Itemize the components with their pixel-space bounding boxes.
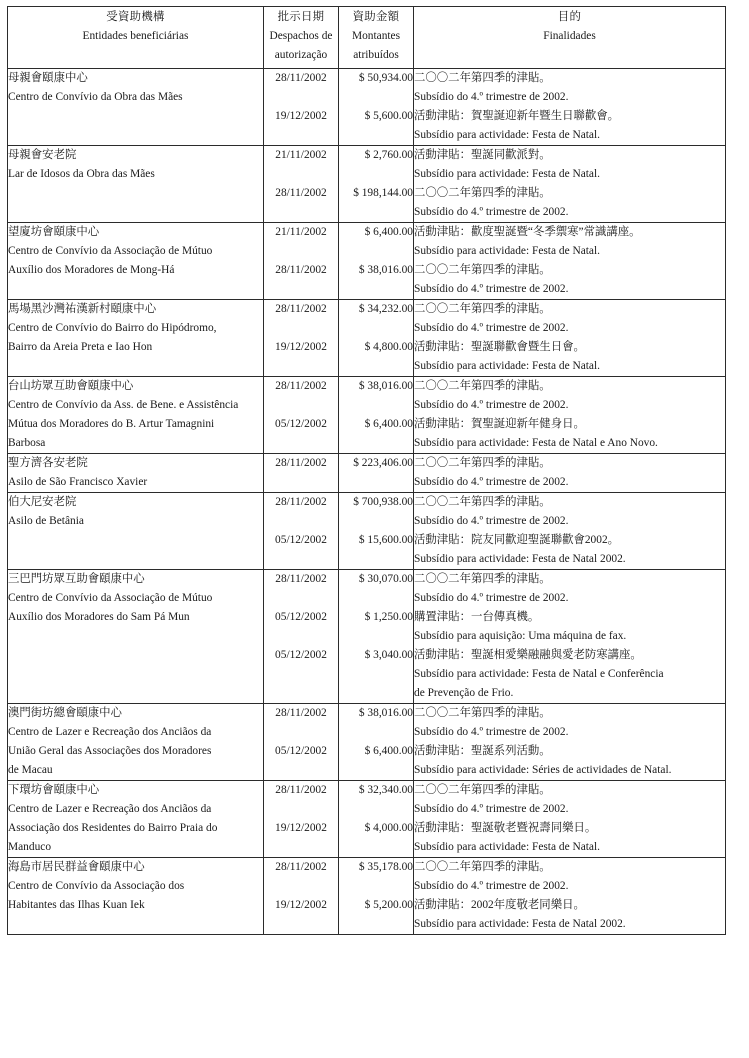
date-line: 28/11/2002 [275, 573, 327, 585]
purpose-line: 二〇〇二年第四季的津貼。 [414, 573, 551, 585]
amount-line [339, 800, 413, 819]
purpose-line: 活動津貼：聖誕敬老暨祝壽同樂日。 [414, 822, 597, 834]
purpose-line: Subsídio do 4.º trimestre de 2002. [414, 880, 569, 892]
amount-line: $ 5,600.00 [364, 110, 413, 122]
table-body [8, 69, 726, 935]
purpose-line: Subsídio do 4.º trimestre de 2002. [414, 515, 569, 527]
purpose-line: 活動津貼：賀聖誕迎新年暨生日聯歡會。 [414, 110, 620, 122]
date-line: 05/12/2002 [275, 649, 327, 661]
entity-line: Centro de Convívio da Ass. de Bene. e Assistência [8, 399, 239, 411]
purpose-cell [414, 300, 726, 377]
entity-line: 海島市居民群益會頤康中心 [8, 861, 145, 873]
date-line: 28/11/2002 [275, 380, 327, 392]
date-line [264, 800, 338, 819]
amount-line: $ 4,000.00 [364, 822, 413, 834]
purpose-line: Subsídio para actividade: Festa de Natal. [414, 841, 600, 853]
amount-line [339, 512, 413, 531]
entity-cell [8, 454, 264, 493]
entity-cell [8, 146, 264, 223]
date-cell [264, 781, 339, 858]
purpose-line: Subsídio do 4.º trimestre de 2002. [414, 283, 569, 295]
purpose-line: 活動津貼：聖誕相愛樂融融與愛老防寒講座。 [414, 649, 642, 661]
amount-cell [339, 69, 414, 146]
entity-cell [8, 300, 264, 377]
amount-line: $ 1,250.00 [364, 611, 413, 623]
grant-table [7, 6, 726, 935]
amount-cell [339, 570, 414, 704]
date-line: 19/12/2002 [275, 899, 327, 911]
amount-line: $ 38,016.00 [358, 707, 413, 719]
date-cell [264, 69, 339, 146]
entity-cell [8, 570, 264, 704]
entity-line: Centro de Convívio da Obra das Mães [8, 91, 183, 103]
entity-line: Associação dos Residentes do Bairro Praia do [8, 822, 218, 834]
entity-line: Auxílio dos Moradores do Sam Pá Mun [8, 611, 190, 623]
purpose-cell [414, 493, 726, 570]
amount-line: $ 38,016.00 [358, 380, 413, 392]
amount-line: $ 223,406.00 [353, 457, 413, 469]
entity-line: Mútua dos Moradores do B. Artur Tamagnini [8, 418, 215, 430]
purpose-line: Subsídio para actividade: Festa de Natal 2002. [414, 918, 626, 930]
date-cell [264, 858, 339, 935]
purpose-line: Subsídio do 4.º trimestre de 2002. [414, 206, 569, 218]
table-row [8, 454, 726, 493]
amount-line: $ 5,200.00 [364, 899, 413, 911]
purpose-line: Subsídio para actividade: Festa de Natal. [414, 360, 600, 372]
purpose-line: 二〇〇二年第四季的津貼。 [414, 457, 551, 469]
purpose-line: Subsídio para actividade: Festa de Natal e Ano Novo. [414, 437, 658, 449]
entity-cell [8, 69, 264, 146]
amount-line: $ 700,938.00 [353, 496, 413, 508]
entity-line: Centro de Convívio da Associação de Mútuo [8, 245, 213, 257]
purpose-line: Subsídio para actividade: Festa de Natal 2002. [414, 553, 626, 565]
date-cell [264, 493, 339, 570]
purpose-line: Subsídio para actividade: Séries de actividades de Natal. [414, 764, 672, 776]
amount-line [339, 723, 413, 742]
date-line: 19/12/2002 [275, 341, 327, 353]
purpose-line: Subsídio para actividade: Festa de Natal e Conferência [414, 668, 664, 680]
purpose-line: Subsídio do 4.º trimestre de 2002. [414, 399, 569, 411]
amount-line: $ 4,800.00 [364, 341, 413, 353]
entity-cell [8, 493, 264, 570]
purpose-line: 活動津貼：2002年度敬老同樂日。 [414, 899, 585, 911]
date-line [264, 88, 338, 107]
table-row [8, 377, 726, 454]
table-row [8, 781, 726, 858]
purpose-line: Subsídio para actividade: Festa de Natal. [414, 245, 600, 257]
entity-line: 澳門街坊總會頤康中心 [8, 707, 122, 719]
header-purpose-pt: Finalidades [543, 30, 596, 42]
header-amount-pt2: atribuídos [353, 49, 399, 61]
purpose-line: 活動津貼：歡度聖誕暨“冬季禦寒”常識講座。 [414, 226, 641, 238]
purpose-line: 二〇〇二年第四季的津貼。 [414, 861, 551, 873]
purpose-line: 二〇〇二年第四季的津貼。 [414, 784, 551, 796]
entity-line: Auxílio dos Moradores de Mong-Há [8, 264, 175, 276]
date-cell [264, 223, 339, 300]
purpose-line: 二〇〇二年第四季的津貼。 [414, 72, 551, 84]
amount-cell [339, 781, 414, 858]
date-line: 28/11/2002 [275, 861, 327, 873]
entity-line: Centro de Convívio da Associação dos [8, 880, 185, 892]
amount-line: $ 3,040.00 [364, 649, 413, 661]
amount-line: $ 6,400.00 [364, 745, 413, 757]
entity-line: Bairro da Areia Preta e Iao Hon [8, 341, 153, 353]
date-line: 19/12/2002 [275, 110, 327, 122]
purpose-line: Subsídio do 4.º trimestre de 2002. [414, 592, 569, 604]
amount-line: $ 6,400.00 [364, 418, 413, 430]
amount-cell [339, 493, 414, 570]
purpose-line: 活動津貼：賀聖誕迎新年健身日。 [414, 418, 585, 430]
amount-line [339, 396, 413, 415]
date-line: 28/11/2002 [275, 303, 327, 315]
header-entity-pt: Entidades beneficiárias [82, 30, 189, 42]
date-line: 28/11/2002 [275, 457, 327, 469]
entity-line: Centro de Convívio da Associação de Mútuo [8, 592, 213, 604]
entity-line: Asilo de São Francisco Xavier [8, 476, 148, 488]
date-line [264, 877, 338, 896]
amount-line [339, 877, 413, 896]
date-line: 28/11/2002 [275, 784, 327, 796]
table-row [8, 300, 726, 377]
amount-cell [339, 858, 414, 935]
amount-cell [339, 300, 414, 377]
purpose-cell [414, 858, 726, 935]
amount-line [339, 242, 413, 261]
entity-line: Barbosa [8, 437, 46, 449]
purpose-line: Subsídio para aquisição: Uma máquina de fax. [414, 630, 627, 642]
amount-line [339, 88, 413, 107]
purpose-line: Subsídio para actividade: Festa de Natal. [414, 168, 600, 180]
entity-line: 聖方濟各安老院 [8, 457, 88, 469]
header-amount [339, 7, 414, 69]
date-line [264, 627, 338, 646]
purpose-cell [414, 454, 726, 493]
entity-line: de Macau [8, 764, 53, 776]
entity-line: Manduco [8, 841, 52, 853]
purpose-line: 二〇〇二年第四季的津貼。 [414, 264, 551, 276]
date-line: 05/12/2002 [275, 418, 327, 430]
purpose-line: Subsídio do 4.º trimestre de 2002. [414, 803, 569, 815]
date-line: 21/11/2002 [275, 226, 327, 238]
entity-cell [8, 704, 264, 781]
amount-line: $ 6,400.00 [364, 226, 413, 238]
entity-line: 三巴門坊眾互助會頤康中心 [8, 573, 145, 585]
header-purpose [414, 7, 726, 69]
header-amount-zh: 資助金額 [352, 11, 400, 23]
purpose-line: 活動津貼：院友同歡迎聖誕聯歡會2002。 [414, 534, 620, 546]
amount-line [339, 627, 413, 646]
purpose-cell [414, 146, 726, 223]
table-row [8, 858, 726, 935]
amount-line [339, 319, 413, 338]
amount-cell [339, 377, 414, 454]
entity-line: 母親會頤康中心 [8, 72, 88, 84]
amount-line: $ 198,144.00 [353, 187, 413, 199]
date-line: 28/11/2002 [275, 264, 327, 276]
date-cell [264, 377, 339, 454]
entity-line: Habitantes das Ilhas Kuan Iek [8, 899, 145, 911]
header-date [264, 7, 339, 69]
amount-cell [339, 704, 414, 781]
amount-cell [339, 454, 414, 493]
purpose-line: 活動津貼：聖誕聯歡會暨生日會。 [414, 341, 585, 353]
purpose-line: 購置津貼：一台傳真機。 [414, 611, 540, 623]
header-date-pt1: Despachos de [269, 30, 333, 42]
purpose-line: Subsídio do 4.º trimestre de 2002. [414, 726, 569, 738]
entity-line: Centro de Lazer e Recreação dos Anciãos da [8, 803, 212, 815]
entity-line: União Geral das Associações dos Moradores [8, 745, 212, 757]
date-line [264, 396, 338, 415]
date-cell [264, 300, 339, 377]
entity-cell [8, 781, 264, 858]
date-cell [264, 454, 339, 493]
amount-line [339, 589, 413, 608]
purpose-line: Subsídio para actividade: Festa de Natal. [414, 129, 600, 141]
purpose-cell [414, 781, 726, 858]
date-line: 28/11/2002 [275, 72, 327, 84]
date-line [264, 589, 338, 608]
entity-line: 馬場黑沙灣祐漢新村頤康中心 [8, 303, 157, 315]
purpose-cell [414, 69, 726, 146]
entity-line: 下環坊會頤康中心 [8, 784, 100, 796]
purpose-cell [414, 704, 726, 781]
table-row [8, 704, 726, 781]
purpose-line: 二〇〇二年第四季的津貼。 [414, 707, 551, 719]
entity-line: Centro de Lazer e Recreação dos Anciãos da [8, 726, 212, 738]
table-row [8, 223, 726, 300]
date-line [264, 319, 338, 338]
date-line [264, 242, 338, 261]
date-cell [264, 146, 339, 223]
date-line: 05/12/2002 [275, 611, 327, 623]
purpose-line: 二〇〇二年第四季的津貼。 [414, 187, 551, 199]
entity-line: Asilo de Betânia [8, 515, 84, 527]
header-entity [8, 7, 264, 69]
entity-line: Centro de Convívio do Bairro do Hipódromo, [8, 322, 217, 334]
date-line [264, 723, 338, 742]
entity-line: Lar de Idosos da Obra das Mães [8, 168, 155, 180]
amount-line: $ 32,340.00 [358, 784, 413, 796]
header-date-zh: 批示日期 [277, 11, 325, 23]
table-header-row [8, 7, 726, 69]
date-line: 28/11/2002 [275, 496, 327, 508]
amount-line: $ 35,178.00 [358, 861, 413, 873]
date-line [264, 512, 338, 531]
date-line: 28/11/2002 [275, 187, 327, 199]
date-cell [264, 570, 339, 704]
amount-line: $ 15,600.00 [358, 534, 413, 546]
purpose-line: 二〇〇二年第四季的津貼。 [414, 380, 551, 392]
purpose-line: de Prevenção de Frio. [414, 687, 514, 699]
header-purpose-zh: 目的 [557, 11, 582, 23]
purpose-cell [414, 377, 726, 454]
entity-line: 望廈坊會頤康中心 [8, 226, 100, 238]
date-line: 05/12/2002 [275, 745, 327, 757]
amount-cell [339, 146, 414, 223]
table-row [8, 570, 726, 704]
amount-line: $ 2,760.00 [364, 149, 413, 161]
header-date-pt2: autorização [274, 49, 328, 61]
amount-cell [339, 223, 414, 300]
table-row [8, 146, 726, 223]
entity-line: 母親會安老院 [8, 149, 77, 161]
purpose-cell [414, 223, 726, 300]
date-line [264, 165, 338, 184]
purpose-line: 二〇〇二年第四季的津貼。 [414, 496, 551, 508]
header-amount-pt1: Montantes [351, 30, 401, 42]
purpose-line: 二〇〇二年第四季的津貼。 [414, 303, 551, 315]
entity-line: 伯大尼安老院 [8, 496, 77, 508]
amount-line: $ 34,232.00 [358, 303, 413, 315]
table-row [8, 69, 726, 146]
entity-cell [8, 223, 264, 300]
date-line: 21/11/2002 [275, 149, 327, 161]
amount-line: $ 30,070.00 [358, 573, 413, 585]
entity-cell [8, 377, 264, 454]
entity-line: 台山坊眾互助會頤康中心 [8, 380, 134, 392]
entity-cell [8, 858, 264, 935]
purpose-cell [414, 570, 726, 704]
purpose-line: Subsídio do 4.º trimestre de 2002. [414, 476, 569, 488]
amount-line [339, 165, 413, 184]
purpose-line: 活動津貼：聖誕系列活動。 [414, 745, 551, 757]
amount-line: $ 38,016.00 [358, 264, 413, 276]
table-row [8, 493, 726, 570]
purpose-line: 活動津貼：聖誕同歡派對。 [414, 149, 551, 161]
amount-line: $ 50,934.00 [358, 72, 413, 84]
date-line: 28/11/2002 [275, 707, 327, 719]
purpose-line: Subsídio do 4.º trimestre de 2002. [414, 91, 569, 103]
date-cell [264, 704, 339, 781]
date-line: 05/12/2002 [275, 534, 327, 546]
purpose-line: Subsídio do 4.º trimestre de 2002. [414, 322, 569, 334]
date-line: 19/12/2002 [275, 822, 327, 834]
header-entity-zh: 受資助機構 [106, 11, 165, 23]
